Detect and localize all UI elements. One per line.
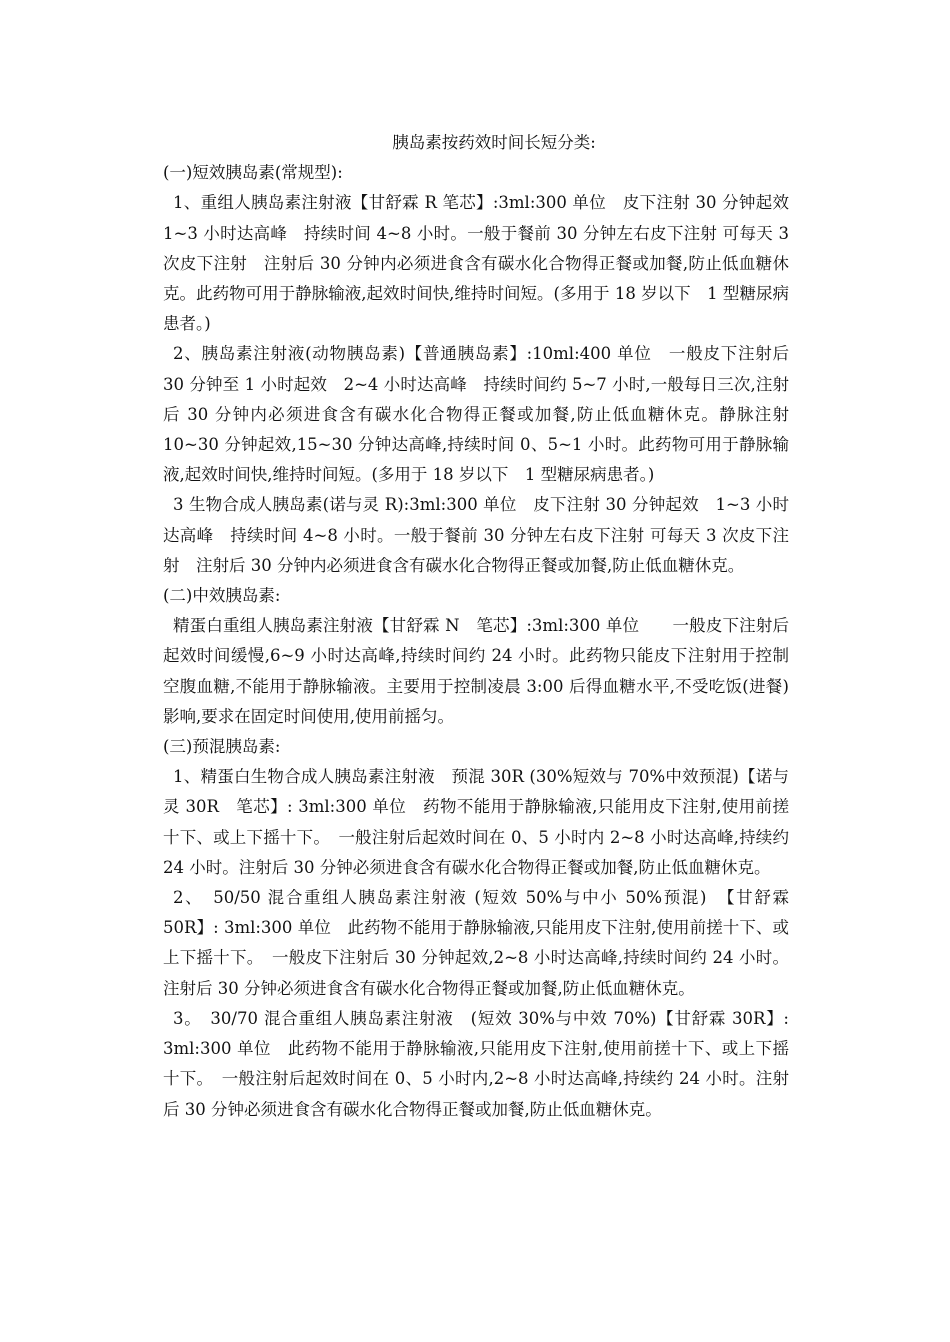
section-heading-intermediate-acting: (二)中效胰岛素: [163, 586, 281, 606]
paragraph: 2、胰岛素注射液(动物胰岛素)【普通胰岛素】:10ml:400 单位 一般皮下注射后 30 分钟至 1 小时起效 2~4 小时达高峰 持续时间约 5~7 小时,一般每日三次,注射后 30 分钟内必须进食含有碳水化合物得正餐或加餐,防止低血糖休克。静脉注射 10~30 分钟起效,15~30 分钟达高峰,持续时间 0、5~1 小时。此药物可用于静脉输液,起效时间快,维持时间短。(多用于 18 岁以下 1 型糖尿病患者。) [163, 344, 789, 485]
paragraph: 3 生物合成人胰岛素(诺与灵 R):3ml:300 单位 皮下注射 30 分钟起效 1~3 小时达高峰 持续时间 4~8 小时。一般于餐前 30 分钟左右皮下注射 可每天 3 次皮下注射 注射后 30 分钟内必须进食含有碳水化合物得正餐或加餐,防止低血糖休克。 [163, 495, 789, 575]
paragraph: 2、 50/50 混合重组人胰岛素注射液 (短效 50%与中小 50%预混) 【甘舒霖 50R】: 3ml:300 单位 此药物不能用于静脉输液,只能用皮下注射,使用前搓十下、或上下摇十下。 一般皮下注射后 30 分钟起效,2~8 小时达高峰,持续时间约 24 小时。注射后 30 分钟必须进食含有碳水化合物得正餐或加餐,防止低血糖休克。 [163, 888, 789, 998]
document-title: 胰岛素按药效时间长短分类: [392, 133, 596, 152]
paragraph: 1、重组人胰岛素注射液【甘舒霖 R 笔芯】:3ml:300 单位 皮下注射 30 分钟起效 1~3 小时达高峰 持续时间 4~8 小时。一般于餐前 30 分钟左右皮下注射 可每天 3 次皮下注射 注射后 30 分钟内必须进食含有碳水化合物得正餐或加餐,防止低血糖休克。此药物可用于静脉输液,起效时间快,维持时间短。(多用于 18 岁以下 1 型糖尿病患者。) [163, 193, 806, 334]
paragraph: 3。 30/70 混合重组人胰岛素注射液 (短效 30%与中效 70%)【甘舒霖 30R】: 3ml:300 单位 此药物不能用于静脉输液,只能用皮下注射,使用前搓十下、或上下摇十下。 一般注射后起效时间在 0、5 小时内,2~8 小时达高峰,持续约 24 小时。注射后 30 分钟必须进食含有碳水化合物得正餐或加餐,防止低血糖休克。 [163, 1008, 789, 1119]
document-body [163, 128, 806, 1125]
paragraph: 精蛋白重组人胰岛素注射液【甘舒霖 N 笔芯】:3ml:300 单位 一般皮下注射后起效时间缓慢,6~9 小时达高峰,持续时间约 24 小时。此药物只能皮下注射用于控制空腹血糖,不能用于静脉输液。主要用于控制凌晨 3:00 后得血糖水平,不受吃饭(进餐)影响,要求在固定时间使用,使用前摇匀。 [163, 616, 789, 726]
section-heading-premixed: (三)预混胰岛素: [163, 737, 281, 757]
section-heading-short-acting: (一)短效胰岛素(常规型): [163, 163, 343, 183]
paragraph: 1、精蛋白生物合成人胰岛素注射液 预混 30R (30%短效与 70%中效预混)【诺与灵 30R 笔芯】: 3ml:300 单位 药物不能用于静脉输液,只能用皮下注射,使用前搓十下、或上下摇十下。 一般注射后起效时间在 0、5 小时内 2~8 小时达高峰,持续约 24 小时。注射后 30 分钟必须进食含有碳水化合物得正餐或加餐,防止低血糖休克。 [163, 767, 789, 877]
